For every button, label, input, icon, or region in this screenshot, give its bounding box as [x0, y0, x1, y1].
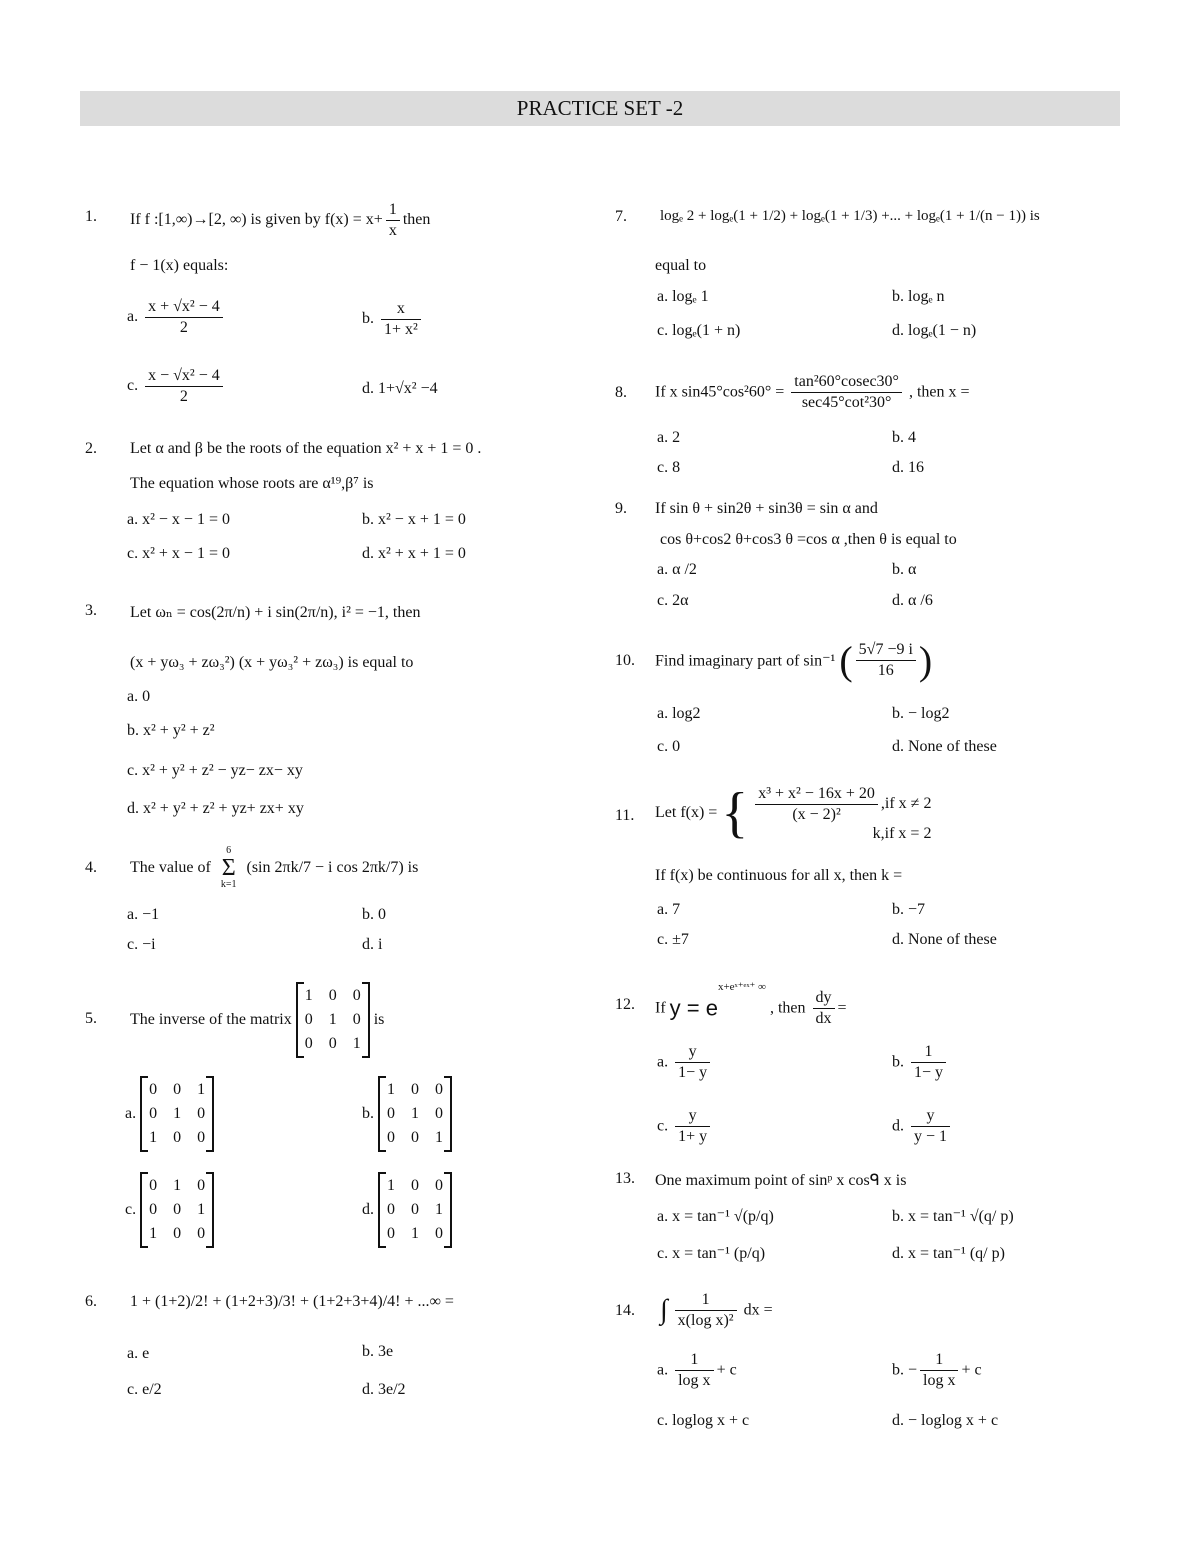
option-b[interactable]: b. −7: [892, 901, 926, 918]
matrix-cell: 1: [173, 1177, 182, 1194]
question-number: 13.: [615, 1170, 635, 1187]
matrix-cell: 0: [197, 1105, 206, 1122]
option-c[interactable]: c. loglog x + c: [657, 1412, 750, 1429]
question-stem: Let ωₙ = cos(2π/n) + i sin(2π/n), i² = −1, then: [130, 604, 421, 621]
matrix-cell: 0: [387, 1201, 395, 1218]
matrix-cell: 1: [411, 1225, 419, 1242]
question-stem-line2: equal to: [655, 257, 707, 274]
option-c[interactable]: c. ±7: [657, 931, 689, 948]
matrix-row: [148, 1078, 206, 1102]
matrix-cell: 0: [304, 1011, 313, 1028]
question-stem: The inverse of the matrix 1 0 0 0 1 0 0 0 1 is: [130, 982, 384, 1058]
matrix-row: [386, 1102, 444, 1126]
matrix-row: [386, 1222, 444, 1246]
option-d[interactable]: d. α /6: [892, 592, 933, 609]
matrix: [378, 1172, 452, 1248]
matrix-row: [148, 1102, 206, 1126]
question-number: 5.: [85, 1010, 97, 1027]
matrix-row: [148, 1126, 206, 1150]
option-b[interactable]: b. $\frac{x}{\text{1+ x²}}$: [362, 299, 424, 340]
option-d[interactable]: d. 1+√x² −4: [362, 380, 438, 397]
matrix-cell: 0: [435, 1177, 443, 1194]
question-stem: Let f(x) = { $\frac{\text{x³ + x² − 16x + 20}}{\text{(x − 2)²}}$ ,if x ≠ 2 k,if x = 2: [655, 782, 932, 844]
matrix-row: [386, 1174, 444, 1198]
question-stem: One maximum point of sinᵖ x cosᑫ x is: [655, 1172, 907, 1189]
option-b[interactable]: b. 0: [362, 906, 386, 923]
matrix-cell: 0: [411, 1177, 419, 1194]
matrix-row: [386, 1198, 444, 1222]
matrix-cell: 1: [435, 1129, 443, 1146]
matrix: [296, 982, 370, 1058]
matrix-row: [304, 984, 362, 1008]
matrix-row: [148, 1222, 206, 1246]
option-b[interactable]: b. − $\frac{1}{\text{log x}}$ + c: [892, 1351, 982, 1389]
option-d[interactable]: d. x² + y² + z² + yz+ zx+ xy: [127, 800, 304, 817]
matrix-cell: 0: [197, 1129, 206, 1146]
matrix-cell: 1: [197, 1081, 206, 1098]
option-c[interactable]: c. 8: [657, 459, 681, 476]
question-stem: Find imaginary part of sin⁻¹ ( $\frac{5√7 -9 i}{16}$ ): [655, 637, 933, 683]
matrix-cell: 0: [197, 1225, 206, 1242]
matrix-cell: 1: [411, 1105, 419, 1122]
option-a[interactable]: a. logₑ 1: [657, 288, 709, 305]
option-c[interactable]: c. 0 1 0 0 0 1 1 0 0: [125, 1172, 214, 1248]
question-stem: If sin θ + sin2θ + sin3θ = sin α and: [655, 500, 878, 517]
matrix-cell: 0: [387, 1129, 395, 1146]
option-a[interactable]: a. $\frac{1}{\text{log x}}$ + c: [657, 1351, 737, 1389]
question-stem: logₑ 2 + logₑ(1 + 1/2) + logₑ(1 + 1/3) +... + logₑ(1 + 1/(n − 1)) is: [660, 208, 1040, 224]
option-c[interactable]: c. x² + y² + z² − yz− zx− xy: [127, 762, 303, 779]
option-a[interactable]: a. 0: [127, 688, 151, 705]
question-stem: ∫ $\frac{1}{\text{x(log x)²}}$ dx =: [660, 1291, 773, 1329]
question-stem: If $y = e^{x+eˣ^+ᵉˣ^+ \infty}$ , then $\frac{dy}{dx}$ =: [655, 981, 847, 1027]
matrix-row: [386, 1078, 444, 1102]
matrix-row: [148, 1174, 206, 1198]
question-stem-line2: (x + yω₃ + zω₃²) (x + yω₃² + zω₃) is equal to: [130, 654, 414, 671]
question-stem: Let α and β be the roots of the equation x² + x + 1 = 0 .: [130, 440, 482, 457]
option-a[interactable]: a. 2: [657, 429, 681, 446]
option-d[interactable]: d. 16: [892, 459, 924, 476]
option-b[interactable]: b. 4: [892, 429, 916, 446]
option-b[interactable]: b. x² − x + 1 = 0: [362, 511, 466, 528]
option-a[interactable]: a. 0 0 1 0 1 0 1 0 0: [125, 1076, 214, 1152]
option-c[interactable]: c. −i: [127, 936, 156, 953]
option-b[interactable]: b. logₑ n: [892, 288, 945, 305]
option-c[interactable]: c. $\frac{\text{x − √x² − 4}}{2}$: [127, 366, 226, 407]
option-d[interactable]: d. x = tan⁻¹ (q/ p): [892, 1245, 1005, 1262]
matrix-cell: 0: [149, 1105, 158, 1122]
option-d[interactable]: d. x² + x + 1 = 0: [362, 545, 466, 562]
matrix-cell: 0: [173, 1081, 182, 1098]
matrix-cell: 1: [387, 1081, 395, 1098]
matrix-cell: 0: [435, 1105, 443, 1122]
question-number: 10.: [615, 652, 635, 669]
matrix-cell: 1: [173, 1105, 182, 1122]
matrix-cell: 0: [197, 1177, 206, 1194]
option-b[interactable]: b. 1 0 0 0 1 0 0 0 1: [362, 1076, 452, 1152]
question-number: 2.: [85, 440, 97, 457]
option-c[interactable]: c. 2α: [657, 592, 689, 609]
matrix: [378, 1076, 452, 1152]
matrix-cell: 0: [149, 1177, 158, 1194]
option-a[interactable]: a. $\frac{\text{x + √x² − 4}}{2}$: [127, 297, 226, 338]
question-number: 3.: [85, 602, 97, 619]
matrix-cell: 0: [328, 987, 337, 1004]
matrix-cell: 0: [149, 1081, 158, 1098]
question-stem: 1 + (1+2)/2! + (1+2+3)/3! + (1+2+3+4)/4! + ...∞ =: [130, 1293, 454, 1310]
option-a[interactable]: a. log2: [657, 705, 701, 722]
option-b[interactable]: b. x = tan⁻¹ √(q/ p): [892, 1208, 1014, 1225]
matrix-cell: 0: [387, 1225, 395, 1242]
option-d[interactable]: d. − loglog x + c: [892, 1412, 999, 1429]
option-b[interactable]: b. $\frac{1}{1- y}$: [892, 1042, 949, 1083]
question-stem: If x sin45°cos²60° = $\frac{\text{tan²60°cosec30°}}{\text{sec45°cot²30°}}$ , then x =: [655, 373, 970, 411]
option-d[interactable]: d. i: [362, 936, 383, 953]
option-a[interactable]: a. x = tan⁻¹ √(p/q): [657, 1208, 774, 1225]
question-stem: The value of 6 Σ k=1 (sin 2πk/7 − i cos 2πk/7) is: [130, 845, 419, 890]
matrix-cell: 0: [173, 1201, 182, 1218]
matrix-cell: 1: [387, 1177, 395, 1194]
title-bar: [80, 91, 1120, 126]
matrix: [140, 1172, 214, 1248]
matrix-cell: 0: [173, 1225, 182, 1242]
matrix-cell: 0: [173, 1129, 182, 1146]
option-c[interactable]: c. x = tan⁻¹ (p/q): [657, 1245, 766, 1262]
option-a[interactable]: a. −1: [127, 906, 160, 923]
question-number: 8.: [615, 384, 627, 401]
matrix-cell: 0: [435, 1081, 443, 1098]
option-d[interactable]: d. None of these: [892, 931, 997, 948]
matrix-cell: 1: [352, 1035, 361, 1052]
matrix-cell: 0: [352, 1011, 361, 1028]
option-a[interactable]: a. e: [127, 1345, 150, 1362]
matrix-cell: 0: [387, 1105, 395, 1122]
matrix-cell: 1: [304, 987, 313, 1004]
matrix-cell: 0: [328, 1035, 337, 1052]
matrix-cell: 0: [435, 1225, 443, 1242]
question-number: 1.: [85, 208, 97, 225]
option-c[interactable]: c. $\frac{y}{1+ y}$: [657, 1106, 713, 1147]
option-c[interactable]: c. 0: [657, 738, 681, 755]
option-b[interactable]: b. x² + y² + z²: [127, 722, 215, 739]
option-d[interactable]: d. 1 0 0 0 0 1 0 1 0: [362, 1172, 452, 1248]
option-b[interactable]: b. 3e: [362, 1343, 394, 1360]
option-c[interactable]: c. x² + x − 1 = 0: [127, 545, 230, 562]
option-c[interactable]: c. e/2: [127, 1381, 162, 1398]
question-number: 7.: [615, 208, 627, 225]
question-stem-line2: The equation whose roots are α¹⁹,β⁷ is: [130, 475, 374, 492]
matrix-cell: 0: [304, 1035, 313, 1052]
matrix-cell: 1: [197, 1201, 206, 1218]
question-number: 9.: [615, 500, 627, 517]
matrix-cell: 1: [149, 1225, 158, 1242]
option-a[interactable]: a. $\frac{y}{1- y}$: [657, 1042, 713, 1083]
matrix-row: [304, 1008, 362, 1032]
matrix-cell: 0: [352, 987, 361, 1004]
sum-symbol: 6 Σ k=1: [220, 845, 237, 890]
matrix-row: [386, 1126, 444, 1150]
question-number: 11.: [615, 807, 635, 824]
matrix-row: [148, 1198, 206, 1222]
matrix-cell: 0: [411, 1081, 419, 1098]
question-stem-line2: If f(x) be continuous for all x, then k =: [655, 867, 903, 884]
question-number: 12.: [615, 996, 635, 1013]
page-title: PRACTICE SET -2: [516, 96, 684, 120]
question-stem-line2: cos θ+cos2 θ+cos3 θ =cos α ,then θ is equal to: [660, 531, 957, 548]
option-a[interactable]: a. x² − x − 1 = 0: [127, 511, 230, 528]
option-a[interactable]: a. 7: [657, 901, 681, 918]
matrix-cell: 1: [435, 1201, 443, 1218]
matrix-cell: 1: [149, 1129, 158, 1146]
matrix-row: [304, 1032, 362, 1056]
matrix-cell: 0: [411, 1129, 419, 1146]
question-number: 6.: [85, 1293, 97, 1310]
matrix-cell: 0: [149, 1201, 158, 1218]
matrix: [140, 1076, 214, 1152]
option-d[interactable]: d. 3e/2: [362, 1381, 406, 1398]
option-a[interactable]: a. α /2: [657, 561, 697, 578]
question-stem-line2: f − 1(x) equals:: [130, 257, 229, 274]
option-b[interactable]: b. α: [892, 561, 917, 578]
question-stem: If f :[1,∞)→[2, ∞) is given by f(x) = x+ $\frac{1}{x}$ then: [130, 201, 431, 239]
option-d[interactable]: d. None of these: [892, 738, 997, 755]
option-c[interactable]: c. logₑ(1 + n): [657, 322, 741, 339]
matrix-cell: 0: [411, 1201, 419, 1218]
matrix-cell: 1: [328, 1011, 337, 1028]
question-number: 4.: [85, 859, 97, 876]
option-d[interactable]: d. $\frac{y}{y - 1}$: [892, 1106, 953, 1147]
question-number: 14.: [615, 1302, 635, 1319]
option-b[interactable]: b. − log2: [892, 705, 950, 722]
option-d[interactable]: d. logₑ(1 − n): [892, 322, 977, 339]
